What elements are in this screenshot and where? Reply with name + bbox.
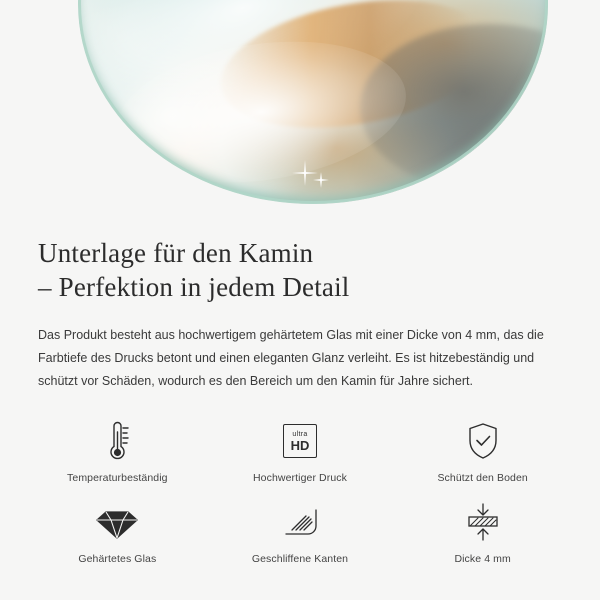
feature-item-thickness — [391, 498, 574, 565]
page-title-line-1: Unterlage für den Kamin — [38, 238, 314, 268]
feature-label: Temperaturbeständig — [67, 472, 168, 484]
feature-item-tempered-glass — [26, 498, 209, 565]
shield-check-icon — [463, 417, 503, 465]
feature-label: Dicke 4 mm — [454, 553, 511, 565]
product-description-paragraph: Das Produkt besteht aus hochwertigem gehärtetem Glas mit einer Dicke von 4 mm, das die Farbtiefe des Drucks betont und einen eleganten Glanz verleiht. Es ist hitzebeständig und schützt vor Schäden, wodurch es den Bereich um den Kamin für Jahre sichert. — [38, 328, 544, 388]
feature-item-temperature-resistant — [26, 417, 209, 484]
feature-label: Gehärtetes Glas — [78, 553, 157, 565]
text-content — [0, 218, 600, 393]
feature-label: Geschliffene Kanten — [251, 553, 349, 565]
ultra-hd-badge-top: ultra — [292, 430, 308, 438]
hero-image-section — [0, 0, 600, 218]
ultra-hd-badge-main: HD — [290, 437, 310, 453]
feature-label: Hochwertiger Druck — [252, 472, 347, 484]
feature-item-high-quality-print — [209, 417, 392, 484]
ultra-hd-icon — [283, 417, 317, 465]
ultra-hd-badge — [283, 424, 317, 458]
thermometer-icon — [97, 417, 137, 465]
feature-item-floor-protection — [391, 417, 574, 484]
polished-edges-icon — [280, 498, 320, 546]
diamond-icon — [95, 498, 139, 546]
feature-label: Schützt den Boden — [437, 472, 528, 484]
page-title — [38, 236, 562, 304]
marble-glass-plate-image — [78, 0, 548, 204]
feature-grid — [0, 417, 600, 565]
feature-item-polished-edges — [209, 498, 392, 565]
page-title-line-2: – Perfektion in jedem Detail — [38, 272, 350, 302]
thickness-icon — [463, 498, 503, 546]
